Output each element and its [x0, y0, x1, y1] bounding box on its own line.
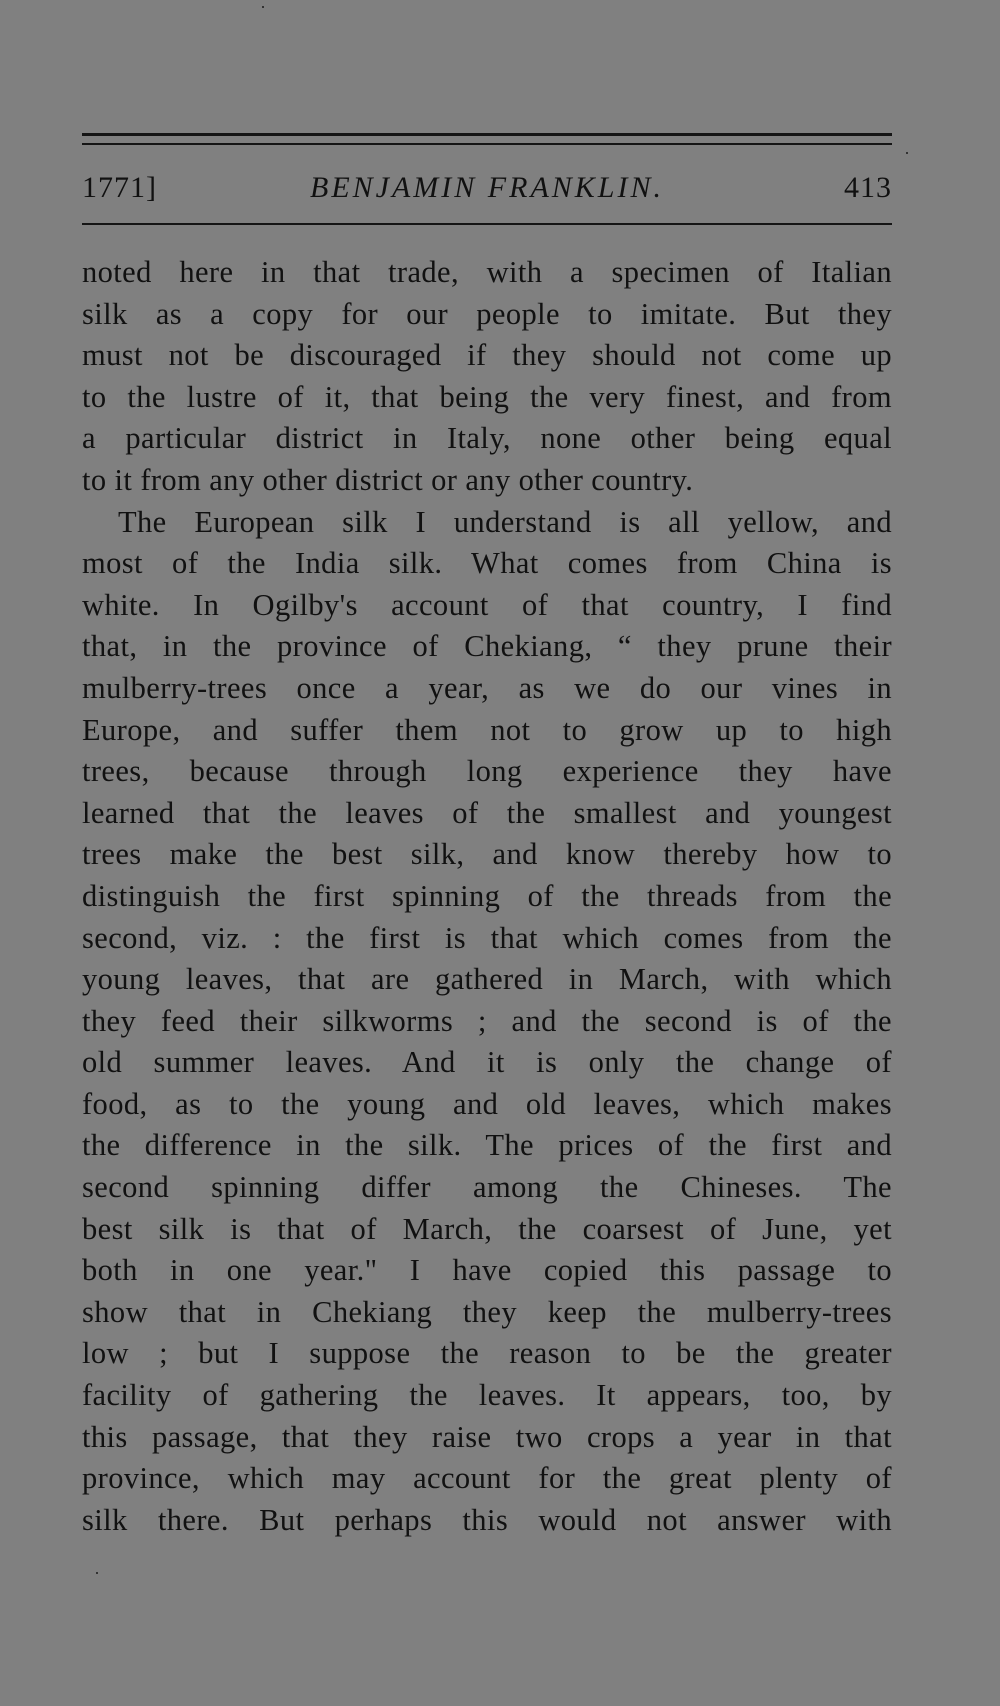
text-line: trees make the best silk, and know thereby how to: [82, 837, 892, 872]
text-line: show that in Chekiang they keep the mulberry-trees: [82, 1294, 892, 1329]
text-line: low ; but I suppose the reason to be the greater: [82, 1336, 892, 1371]
header-rule-bottom: [82, 223, 892, 225]
text-line: second, viz. : the first is that which comes from the: [82, 920, 892, 955]
scan-speck: [906, 152, 908, 154]
text-line: the difference in the silk. The prices of the first and: [82, 1128, 892, 1163]
text-line: to it from any other district or any other country.: [82, 462, 694, 497]
text-line: learned that the leaves of the smallest and youngest: [82, 795, 892, 830]
text-line: a particular district in Italy, none other being equal: [82, 421, 892, 456]
text-line: young leaves, that are gathered in March, with which: [82, 962, 892, 997]
text-line: that, in the province of Chekiang, “ they prune their: [82, 629, 892, 664]
text-line: facility of gathering the leaves. It appears, too, by: [82, 1378, 892, 1413]
text-line: must not be discouraged if they should not come up: [82, 338, 892, 373]
text-line: silk there. But perhaps this would not answer with: [82, 1502, 892, 1537]
text-line: noted here in that trade, with a specimen of Italian: [82, 255, 892, 289]
text-line: old summer leaves. And it is only the change of: [82, 1045, 892, 1080]
page-number: 413: [844, 171, 892, 204]
header-rule-second: [82, 143, 892, 145]
paragraph-start-line: The European silk I understand is all yellow, and: [118, 504, 892, 539]
text-line: this passage, that they raise two crops a year in that: [82, 1419, 892, 1454]
text-line: best silk is that of March, the coarsest of June, yet: [82, 1211, 892, 1246]
text-line: they feed their silkworms ; and the second is of the: [82, 1003, 892, 1038]
text-line: to the lustre of it, that being the very finest, and from: [82, 379, 892, 414]
text-line: mulberry-trees once a year, as we do our vines in: [82, 670, 892, 705]
text-line: food, as to the young and old leaves, which makes: [82, 1086, 892, 1121]
running-head: [82, 166, 892, 210]
running-head-title: BENJAMIN FRANKLIN.: [310, 171, 664, 204]
text-line: province, which may account for the great plenty of: [82, 1461, 892, 1496]
text-line: distinguish the first spinning of the threads from the: [82, 878, 892, 913]
text-line: Europe, and suffer them not to grow up to high: [82, 712, 892, 747]
running-head-year: 1771]: [82, 171, 157, 204]
text-line: both in one year." I have copied this passage to: [82, 1253, 892, 1288]
header-rule-top: [82, 133, 892, 136]
scan-speck: [96, 1572, 98, 1574]
text-line: trees, because through long experience they have: [82, 754, 892, 789]
body-text: [82, 252, 892, 1541]
scan-speck: [262, 6, 264, 8]
text-line: most of the India silk. What comes from China is: [82, 546, 892, 581]
text-line: second spinning differ among the Chineses. The: [82, 1170, 892, 1205]
text-line: white. In Ogilby's account of that country, I find: [82, 587, 892, 622]
text-line: silk as a copy for our people to imitate. But they: [82, 296, 892, 331]
